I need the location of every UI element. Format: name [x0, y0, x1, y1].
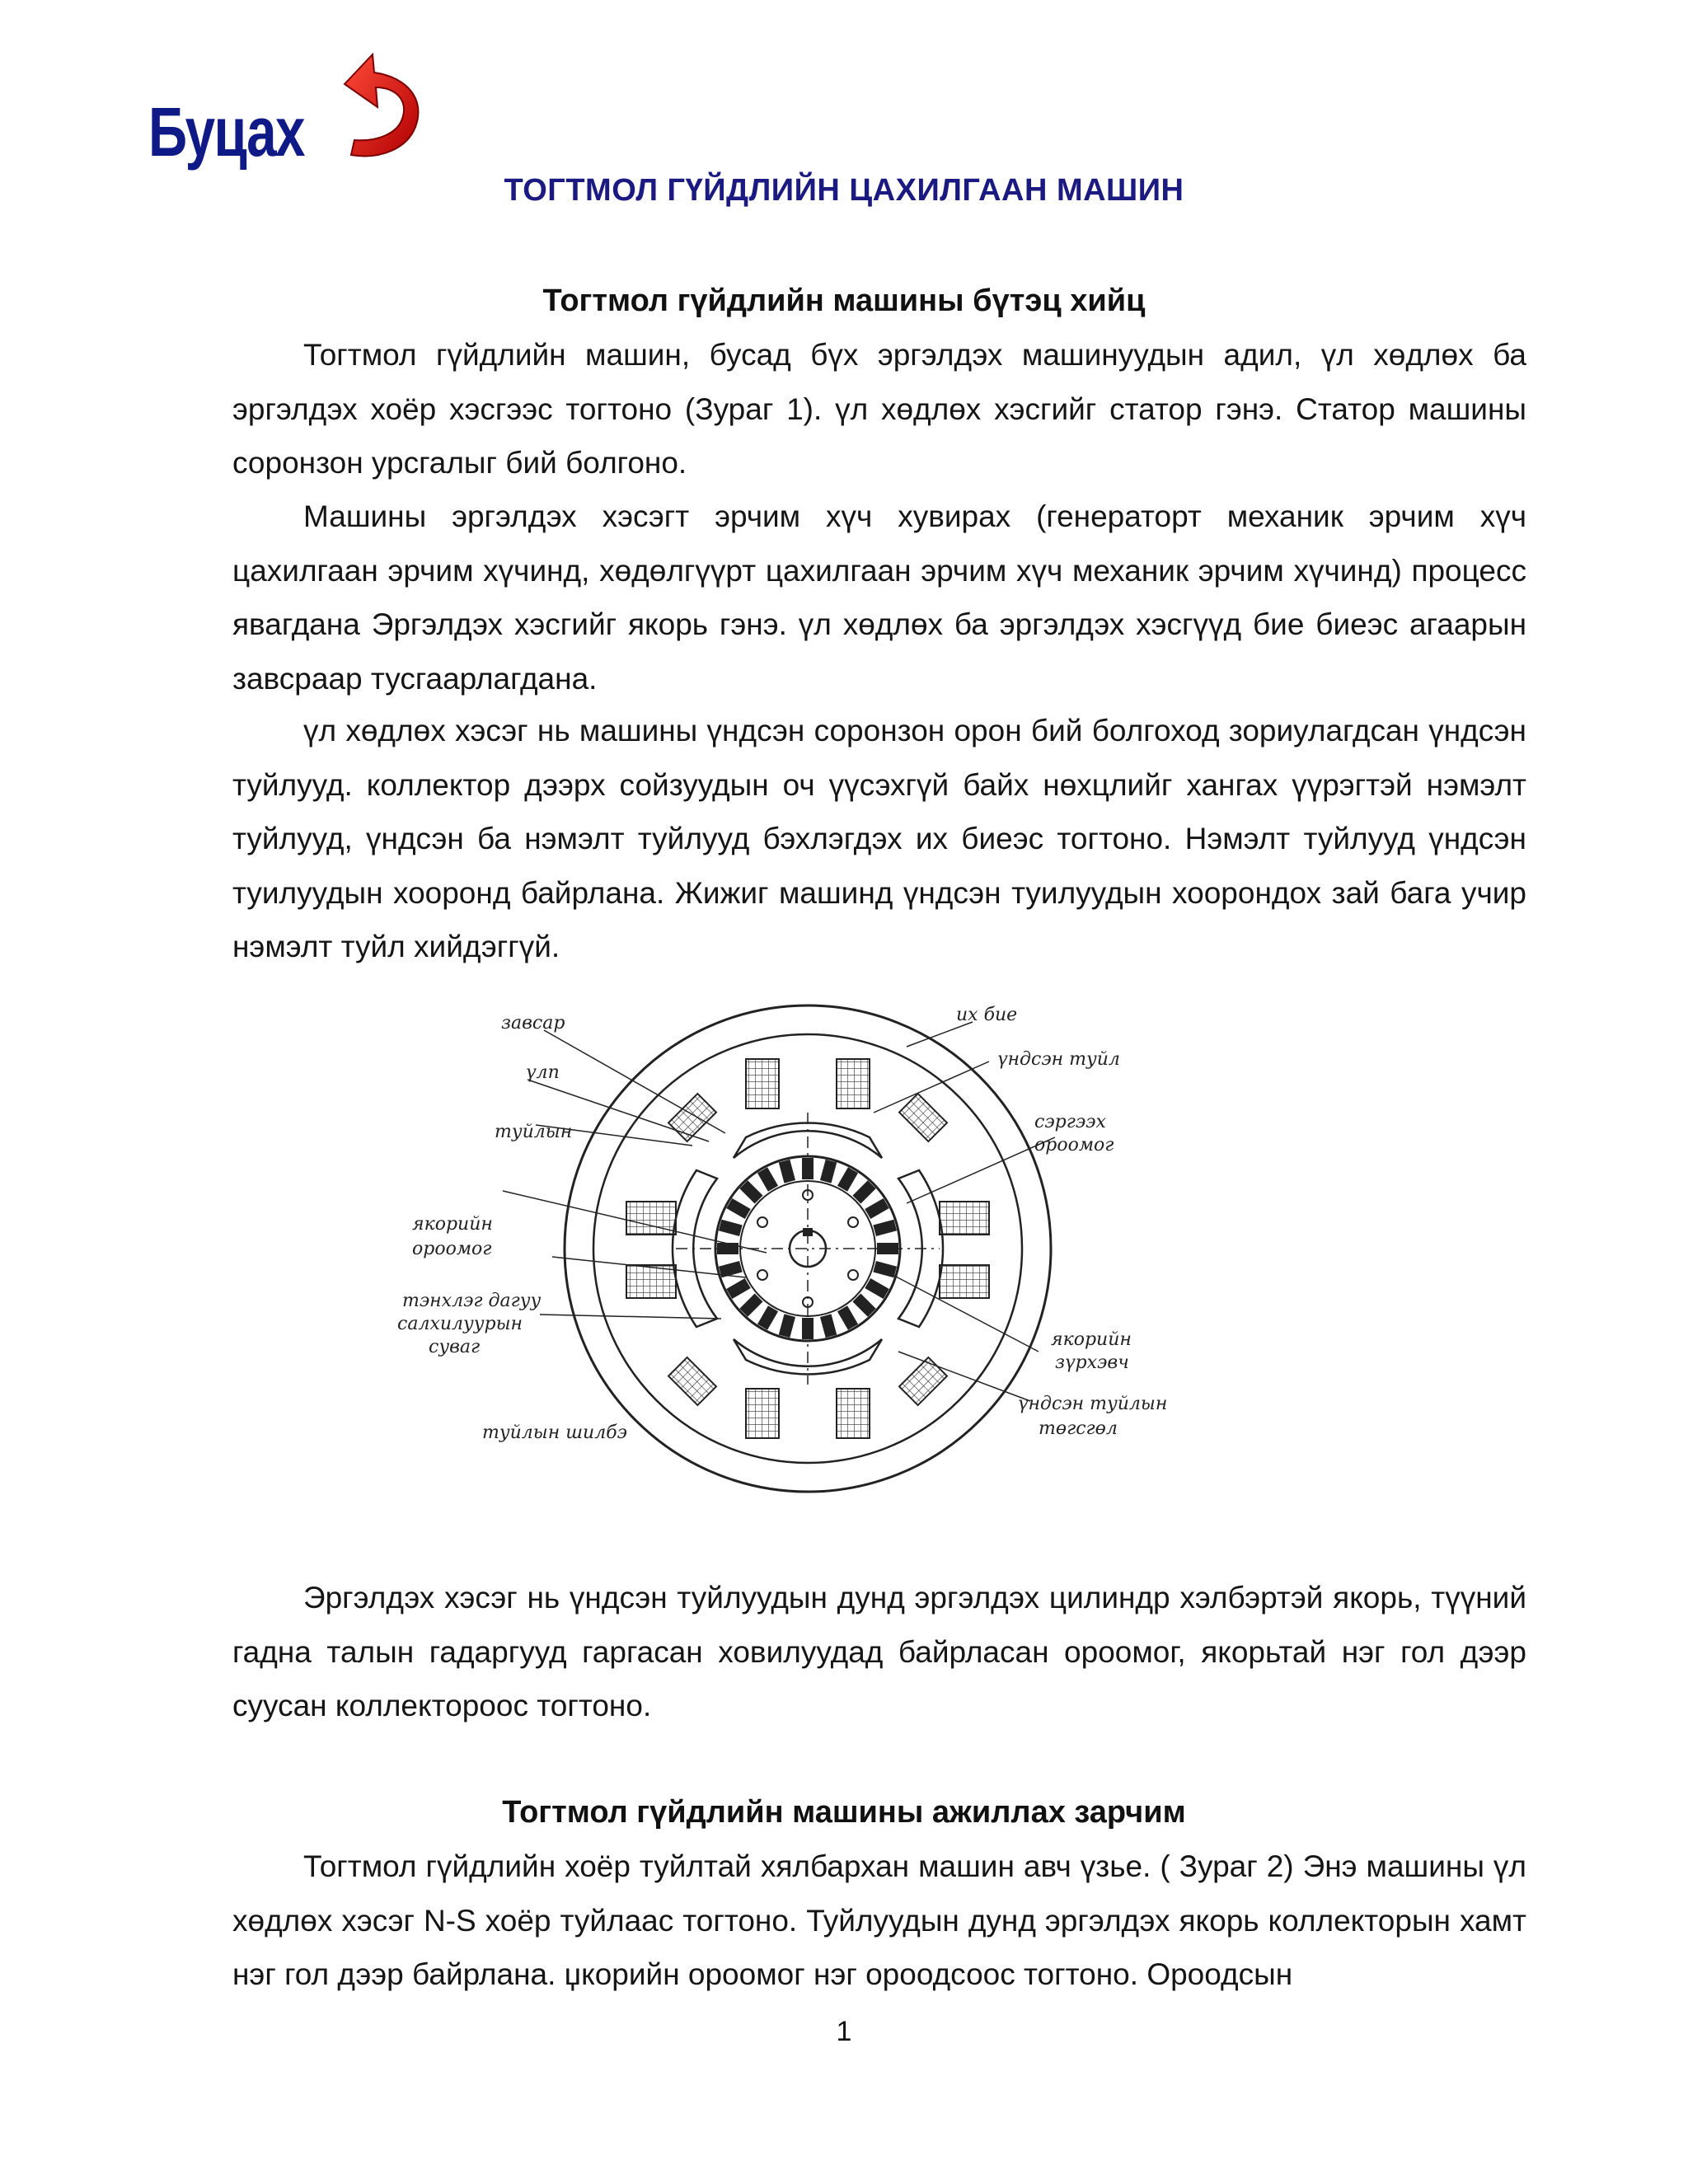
armature-slot — [865, 1278, 889, 1299]
armature — [676, 1113, 940, 1385]
label-tuilyn: туйлын — [495, 1122, 573, 1142]
paragraph: Машины эргэлдэх хэсэгт эрчим хүч хувирах (генераторт механик эрчим хүч цахилгаан эрчим хүчинд, хөдөлгүүрт цахилгаан эрчим хүч механик эрчим хүчинд) процесс явагдана Эргэлдэх хэсгийг якорь гэнэ. үл хөдлөх ба эргэлдэх хэсгүүд бие биеэс агаарын завсраар тусгаарлагдана. — [232, 499, 1526, 696]
label-tuilyn-togsgol-1: үндсэн туйлын — [1018, 1394, 1168, 1414]
armature-slot — [726, 1198, 751, 1219]
back-link[interactable] — [148, 49, 429, 173]
label-yakoriin-oroomog-2: ороомог — [412, 1239, 492, 1259]
armature-slot — [757, 1305, 778, 1330]
label-sergeekh-1: сэргээх — [1034, 1112, 1106, 1132]
label-zurkhevch-2: зүрхэвч — [1055, 1352, 1129, 1373]
paragraph: Эргэлдэх хэсэг нь үндсэн туйлуудын дунд эргэлдэх цилиндр хэлбэртэй якорь, түүний гадна талын гадаргууд гаргасан ховилуудад байрласан ороомог, якорьтай нэг гол дээр суусан коллектороос тогтоно. — [232, 1581, 1526, 1722]
document-title: ТОГТМОЛ ГҮЙДЛИЙН ЦАХИЛГААН МАШИН — [504, 173, 1184, 208]
label-zurkhevch-1: якорийн — [1051, 1329, 1132, 1350]
label-salkhiluur-3: суваг — [429, 1337, 481, 1357]
page-number: 1 — [836, 2016, 852, 2047]
label-undsen-tuil: үндсэн туйл — [997, 1049, 1120, 1070]
armature-slot — [873, 1220, 897, 1236]
armature-slot — [779, 1160, 795, 1183]
diagram-labels — [397, 1005, 1167, 1443]
label-salkhiluur-2: салхилуурын — [397, 1314, 523, 1334]
paragraph: Тогтмол гүйдлийн хоёр туйлтай хялбархан машин авч үзье. ( Зураг 2) Энэ машины үл хөдлөх хэсэг N-S хоёр туйлаас тогтоно. Туйлуудын дунд эргэлдэх якорь коллекторын хамт нэг гол дээр байрлана. џкорийн ороомог нэг ороодсоос тогтоно. Ороодсын — [232, 1849, 1526, 1991]
section-heading-principle: Тогтмол гүйдлийн машины ажиллах зарчим — [502, 1795, 1186, 1830]
armature-slot — [757, 1167, 778, 1192]
armature-slot — [865, 1198, 889, 1219]
label-sergeekh-2: ороомог — [1034, 1135, 1114, 1155]
label-zavsar: завсар — [501, 1013, 565, 1033]
label-salkhiluur-1: тэнхлэг дагуу — [402, 1291, 542, 1311]
paragraph: Тогтмол гүйдлийн машин, бусад бүх эргэлдэх машинуудын адил, үл хөдлөх ба эргэлдэх хоёр хэсгээс тогтоно (Зураг 1). үл хөдлөх хэсгийг статор гэнэ. Статор машины соронзон урсгалыг бий болгоно. — [232, 338, 1526, 480]
armature-slot — [837, 1167, 858, 1192]
label-ikh-bie: их бие — [956, 1005, 1018, 1025]
armature-slot — [726, 1278, 751, 1299]
label-tuilyn-shilbe: туйлын шилбэ — [482, 1422, 627, 1443]
label-ul: үлп — [526, 1062, 560, 1083]
dc-machine-diagram — [379, 989, 1236, 1500]
label-yakoriin-oroomog-1: якорийн — [412, 1214, 493, 1235]
paragraph: үл хөдлөх хэсэг нь машины үндсэн соронзон орон бий болгоход зориулагдсан үндсэн туйлууд. коллектор дээрх сойзуудын оч үүсэхгүй байх нөхцлийг хангах үүрэгтэй нэмэлт туйлууд, үндсэн ба нэмэлт туйлууд бэхлэгдэх их биеэс тогтоно. Нэмэлт туйлууд үндсэн туилуудын хооронд байрлана. Жижиг машинд үндсэн туилуудын хоорондох зай бага учир нэмэлт туйл хийдэггүй. — [232, 714, 1526, 963]
label-tuilyn-togsgol-2: төгсгөл — [1039, 1418, 1118, 1439]
armature-slot — [837, 1305, 858, 1330]
armature-slot — [820, 1160, 837, 1183]
back-arrow-icon — [330, 49, 429, 165]
armature-slot — [779, 1314, 795, 1338]
armature-slot — [820, 1314, 837, 1338]
section-heading-structure: Тогтмол гүйдлийн машины бүтэц хийц — [542, 284, 1146, 318]
back-link-label: Буцах — [148, 93, 304, 171]
armature-slot — [719, 1220, 743, 1236]
